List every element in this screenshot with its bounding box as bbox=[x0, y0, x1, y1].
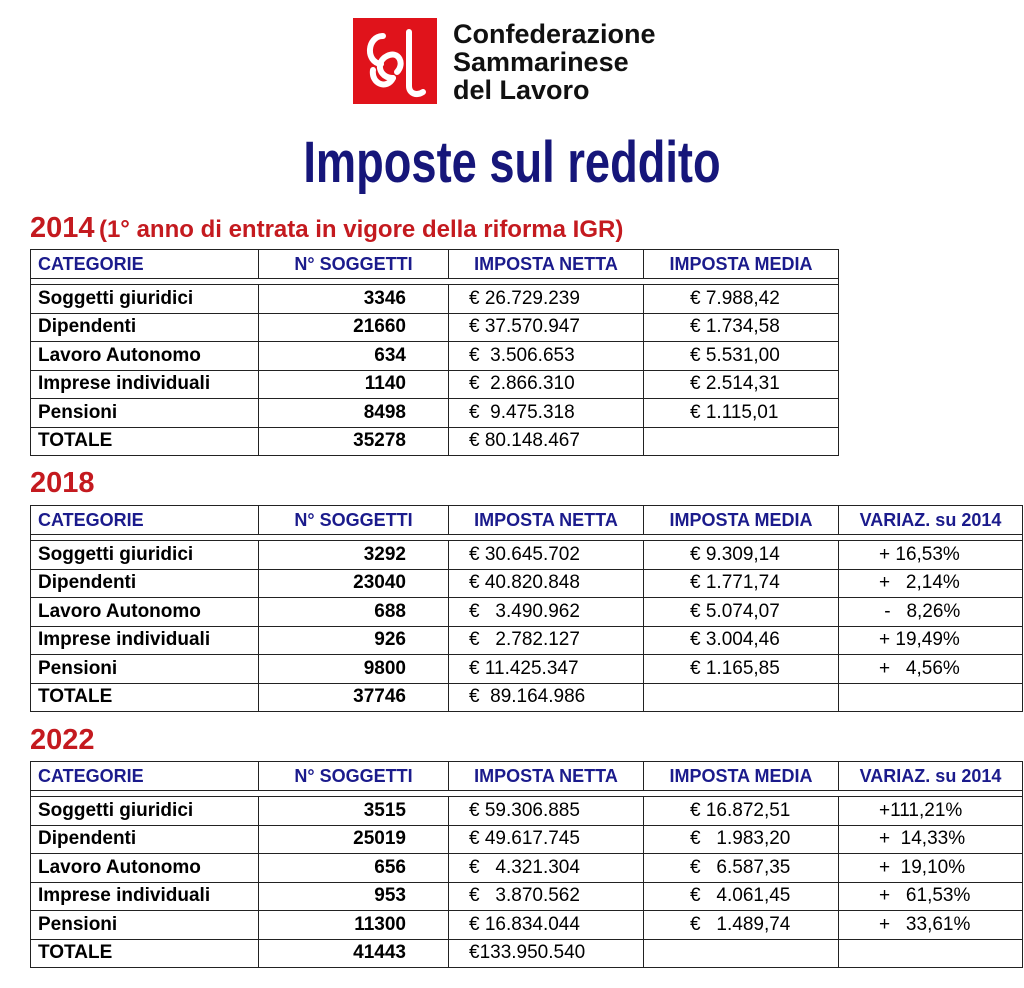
cell-variaz: + 19,49% bbox=[839, 626, 1023, 655]
cell-categoria: Lavoro Autonomo bbox=[31, 598, 259, 627]
cell-categoria: Pensioni bbox=[31, 399, 259, 428]
col-soggetti: N° SOGGETTI bbox=[259, 762, 449, 791]
table-row bbox=[31, 882, 1023, 911]
table-row bbox=[31, 313, 839, 342]
cell-soggetti: 37746 bbox=[259, 683, 449, 712]
cell-netta: € 2.782.127 bbox=[449, 626, 644, 655]
section-2018-heading bbox=[30, 467, 95, 500]
col-media: IMPOSTA MEDIA bbox=[644, 762, 839, 791]
cell-categoria: Soggetti giuridici bbox=[31, 797, 259, 826]
logo-mark bbox=[353, 18, 437, 104]
cell-variaz: +111,21% bbox=[839, 797, 1023, 826]
cell-media: € 7.988,42 bbox=[644, 285, 839, 314]
cell-variaz: + 33,61% bbox=[839, 911, 1023, 940]
table-row bbox=[31, 399, 839, 428]
cell-media: € 3.004,46 bbox=[644, 626, 839, 655]
cell-soggetti: 23040 bbox=[259, 569, 449, 598]
header bbox=[353, 18, 656, 106]
cell-netta: € 49.617.745 bbox=[449, 825, 644, 854]
cell-soggetti: 3292 bbox=[259, 541, 449, 570]
table-2014 bbox=[30, 249, 839, 456]
col-media: IMPOSTA MEDIA bbox=[644, 250, 839, 279]
col-variaz: VARIAZ. su 2014 bbox=[839, 506, 1023, 535]
table-header-row bbox=[31, 250, 839, 279]
table-row bbox=[31, 655, 1023, 684]
cell-media: € 6.587,35 bbox=[644, 854, 839, 883]
cell-soggetti: 634 bbox=[259, 342, 449, 371]
table-row bbox=[31, 911, 1023, 940]
cell-soggetti: 1140 bbox=[259, 370, 449, 399]
cell-variaz: + 19,10% bbox=[839, 854, 1023, 883]
table-total-row bbox=[31, 427, 839, 456]
table-2018 bbox=[30, 505, 1023, 712]
section-2014-heading bbox=[30, 212, 623, 245]
table-row bbox=[31, 797, 1023, 826]
col-netta: IMPOSTA NETTA bbox=[449, 506, 644, 535]
cell-variaz: + 2,14% bbox=[839, 569, 1023, 598]
organization-name bbox=[453, 20, 656, 106]
table-total-row bbox=[31, 683, 1023, 712]
org-line-1: Confederazione bbox=[453, 19, 656, 49]
cell-soggetti: 926 bbox=[259, 626, 449, 655]
cell-media: € 2.514,31 bbox=[644, 370, 839, 399]
cell-categoria: TOTALE bbox=[31, 939, 259, 968]
cell-categoria: TOTALE bbox=[31, 427, 259, 456]
table-row bbox=[31, 825, 1023, 854]
table-row bbox=[31, 541, 1023, 570]
cell-soggetti: 25019 bbox=[259, 825, 449, 854]
table-header-row bbox=[31, 762, 1023, 791]
cell-categoria: Dipendenti bbox=[31, 825, 259, 854]
cell-categoria: Dipendenti bbox=[31, 569, 259, 598]
table-total-row bbox=[31, 939, 1023, 968]
cell-categoria: Soggetti giuridici bbox=[31, 541, 259, 570]
cell-netta: € 3.870.562 bbox=[449, 882, 644, 911]
cell-variaz: - 8,26% bbox=[839, 598, 1023, 627]
cell-netta: € 3.490.962 bbox=[449, 598, 644, 627]
col-media: IMPOSTA MEDIA bbox=[644, 506, 839, 535]
cell-categoria: Imprese individuali bbox=[31, 370, 259, 399]
cell-soggetti: 8498 bbox=[259, 399, 449, 428]
table-row bbox=[31, 342, 839, 371]
cell-media: € 1.734,58 bbox=[644, 313, 839, 342]
col-soggetti: N° SOGGETTI bbox=[259, 250, 449, 279]
page-title: Imposte sul reddito bbox=[303, 130, 721, 195]
cell-soggetti: 9800 bbox=[259, 655, 449, 684]
col-categorie: CATEGORIE bbox=[31, 762, 259, 791]
cell-netta: € 4.321.304 bbox=[449, 854, 644, 883]
col-netta: IMPOSTA NETTA bbox=[449, 250, 644, 279]
section-2022-heading bbox=[30, 724, 95, 757]
cell-variaz-empty bbox=[839, 939, 1023, 968]
table-row bbox=[31, 854, 1023, 883]
cell-soggetti: 656 bbox=[259, 854, 449, 883]
cell-categoria: Dipendenti bbox=[31, 313, 259, 342]
col-netta: IMPOSTA NETTA bbox=[449, 762, 644, 791]
csdl-logo-icon bbox=[353, 18, 437, 104]
cell-soggetti: 953 bbox=[259, 882, 449, 911]
table-header-row bbox=[31, 506, 1023, 535]
table-row bbox=[31, 598, 1023, 627]
cell-netta: € 3.506.653 bbox=[449, 342, 644, 371]
section-year: 2018 bbox=[30, 467, 95, 499]
cell-media-empty bbox=[644, 427, 839, 456]
col-soggetti: N° SOGGETTI bbox=[259, 506, 449, 535]
cell-media: € 5.074,07 bbox=[644, 598, 839, 627]
cell-categoria: Imprese individuali bbox=[31, 882, 259, 911]
cell-netta: € 9.475.318 bbox=[449, 399, 644, 428]
cell-media: € 5.531,00 bbox=[644, 342, 839, 371]
cell-media: € 1.165,85 bbox=[644, 655, 839, 684]
cell-soggetti: 11300 bbox=[259, 911, 449, 940]
cell-categoria: Soggetti giuridici bbox=[31, 285, 259, 314]
cell-variaz: + 4,56% bbox=[839, 655, 1023, 684]
cell-netta: €133.950.540 bbox=[449, 939, 644, 968]
cell-soggetti: 21660 bbox=[259, 313, 449, 342]
cell-soggetti: 41443 bbox=[259, 939, 449, 968]
cell-media: € 1.115,01 bbox=[644, 399, 839, 428]
org-line-3: del Lavoro bbox=[453, 75, 590, 105]
cell-media: € 1.771,74 bbox=[644, 569, 839, 598]
cell-netta: € 26.729.239 bbox=[449, 285, 644, 314]
cell-variaz-empty bbox=[839, 683, 1023, 712]
cell-netta: € 80.148.467 bbox=[449, 427, 644, 456]
cell-media-empty bbox=[644, 683, 839, 712]
cell-media: € 16.872,51 bbox=[644, 797, 839, 826]
table-row bbox=[31, 626, 1023, 655]
cell-soggetti: 3515 bbox=[259, 797, 449, 826]
org-line-2: Sammarinese bbox=[453, 47, 629, 77]
cell-netta: € 89.164.986 bbox=[449, 683, 644, 712]
cell-netta: € 30.645.702 bbox=[449, 541, 644, 570]
cell-categoria: Pensioni bbox=[31, 655, 259, 684]
cell-media: € 1.983,20 bbox=[644, 825, 839, 854]
cell-netta: € 16.834.044 bbox=[449, 911, 644, 940]
cell-media: € 9.309,14 bbox=[644, 541, 839, 570]
table-2022 bbox=[30, 761, 1023, 968]
table-row bbox=[31, 370, 839, 399]
cell-netta: € 59.306.885 bbox=[449, 797, 644, 826]
cell-variaz: + 61,53% bbox=[839, 882, 1023, 911]
table-row bbox=[31, 569, 1023, 598]
cell-soggetti: 35278 bbox=[259, 427, 449, 456]
col-categorie: CATEGORIE bbox=[31, 250, 259, 279]
section-year: 2022 bbox=[30, 724, 95, 756]
section-year: 2014 bbox=[30, 212, 95, 244]
table-row bbox=[31, 285, 839, 314]
cell-media: € 1.489,74 bbox=[644, 911, 839, 940]
cell-netta: € 37.570.947 bbox=[449, 313, 644, 342]
cell-categoria: Lavoro Autonomo bbox=[31, 342, 259, 371]
cell-categoria: Pensioni bbox=[31, 911, 259, 940]
cell-categoria: Imprese individuali bbox=[31, 626, 259, 655]
cell-variaz: + 16,53% bbox=[839, 541, 1023, 570]
cell-variaz: + 14,33% bbox=[839, 825, 1023, 854]
cell-netta: € 2.866.310 bbox=[449, 370, 644, 399]
cell-soggetti: 688 bbox=[259, 598, 449, 627]
cell-media-empty bbox=[644, 939, 839, 968]
col-variaz: VARIAZ. su 2014 bbox=[839, 762, 1023, 791]
cell-categoria: Lavoro Autonomo bbox=[31, 854, 259, 883]
section-subtitle: (1° anno di entrata in vigore della riforma IGR) bbox=[98, 216, 624, 243]
cell-netta: € 40.820.848 bbox=[449, 569, 644, 598]
col-categorie: CATEGORIE bbox=[31, 506, 259, 535]
cell-netta: € 11.425.347 bbox=[449, 655, 644, 684]
cell-categoria: TOTALE bbox=[31, 683, 259, 712]
cell-soggetti: 3346 bbox=[259, 285, 449, 314]
cell-media: € 4.061,45 bbox=[644, 882, 839, 911]
